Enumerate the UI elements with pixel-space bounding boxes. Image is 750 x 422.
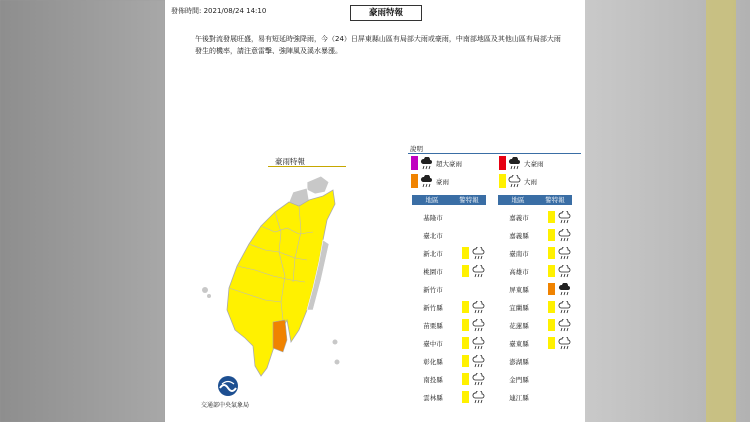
county-name: 屏東縣 bbox=[509, 285, 529, 294]
county-row bbox=[498, 244, 571, 262]
rain-cloud-icon bbox=[558, 265, 571, 278]
bulletin-title: 豪雨特報 bbox=[350, 5, 422, 21]
warning-level-swatch bbox=[462, 355, 469, 367]
cwb-logo bbox=[214, 375, 242, 397]
county-name: 南投縣 bbox=[423, 375, 443, 384]
county-name: 宜蘭縣 bbox=[509, 303, 529, 312]
rain-cloud-icon bbox=[558, 319, 571, 332]
county-row bbox=[412, 298, 485, 316]
issue-time: 發佈時間: 2021/08/24 14:10 bbox=[171, 7, 267, 15]
county-row bbox=[412, 370, 485, 388]
rain-cloud-icon bbox=[472, 319, 485, 332]
county-row bbox=[498, 262, 571, 280]
legend-swatch bbox=[411, 156, 418, 170]
rain-cloud-icon bbox=[558, 229, 571, 242]
warning-document bbox=[165, 0, 585, 422]
column-header-warning: 警特報 bbox=[545, 196, 565, 204]
county-row bbox=[498, 334, 571, 352]
county-row bbox=[498, 388, 540, 406]
rain-cloud-icon bbox=[558, 247, 571, 260]
agency-name: 交通部中央氣象局 bbox=[201, 402, 250, 409]
county-row bbox=[412, 244, 485, 262]
legend-item-very-torrential bbox=[499, 156, 544, 170]
legend-label: 大豪雨 bbox=[524, 159, 544, 168]
county-name: 新竹市 bbox=[423, 285, 443, 294]
warning-level-swatch bbox=[462, 301, 469, 313]
county-name: 新竹縣 bbox=[423, 303, 443, 312]
warning-level-swatch bbox=[462, 319, 469, 331]
warning-level-swatch bbox=[548, 283, 555, 295]
legend-divider bbox=[408, 153, 581, 154]
county-name: 臺東縣 bbox=[509, 339, 529, 348]
legend-title: 說明 bbox=[410, 145, 423, 153]
background-left-blur bbox=[0, 0, 165, 422]
county-name: 高雄市 bbox=[509, 267, 529, 276]
warning-level-swatch bbox=[462, 265, 469, 277]
county-row bbox=[412, 226, 454, 244]
map-region-torrential-pingtung bbox=[273, 320, 287, 352]
rain-cloud-icon bbox=[558, 337, 571, 350]
map-title-underline bbox=[268, 166, 346, 167]
heavy-rain-cloud-icon bbox=[558, 283, 571, 296]
warning-level-swatch bbox=[548, 265, 555, 277]
county-row bbox=[498, 352, 540, 370]
column-header-area: 地區 bbox=[511, 196, 525, 204]
county-name: 臺中市 bbox=[423, 339, 443, 348]
rain-cloud-icon bbox=[472, 301, 485, 314]
county-name: 雲林縣 bbox=[423, 393, 443, 402]
rain-cloud-icon bbox=[472, 337, 485, 350]
county-row bbox=[412, 208, 454, 226]
taiwan-warning-map bbox=[195, 170, 375, 390]
county-row bbox=[498, 298, 571, 316]
county-name: 臺南市 bbox=[509, 249, 529, 258]
county-row bbox=[412, 262, 485, 280]
background-stripe bbox=[706, 0, 736, 422]
county-row bbox=[412, 280, 454, 298]
county-name: 連江縣 bbox=[509, 393, 529, 402]
background-right-blur bbox=[585, 0, 750, 422]
county-row bbox=[498, 316, 571, 334]
warning-level-swatch bbox=[462, 391, 469, 403]
map-island-green bbox=[333, 340, 338, 345]
rain-cloud-icon bbox=[472, 373, 485, 386]
warning-level-swatch bbox=[462, 247, 469, 259]
map-region-keelung-taipei bbox=[307, 176, 329, 194]
thunderstorm-icon bbox=[508, 157, 521, 170]
rain-cloud-icon bbox=[508, 175, 521, 188]
rain-cloud-icon bbox=[472, 265, 485, 278]
county-row bbox=[412, 334, 485, 352]
warning-level-swatch bbox=[548, 319, 555, 331]
county-name: 新北市 bbox=[423, 249, 443, 258]
county-row bbox=[498, 208, 571, 226]
rain-cloud-icon bbox=[558, 301, 571, 314]
thunderstorm-icon bbox=[420, 157, 433, 170]
warning-level-swatch bbox=[548, 247, 555, 259]
rain-cloud-icon bbox=[472, 391, 485, 404]
county-row bbox=[412, 388, 485, 406]
table-header-left bbox=[412, 195, 486, 205]
legend-item-torrential bbox=[411, 174, 449, 188]
county-row bbox=[498, 226, 571, 244]
map-island-penghu bbox=[202, 287, 208, 293]
warning-level-swatch bbox=[548, 229, 555, 241]
map-island-orchid bbox=[335, 360, 340, 365]
rain-cloud-icon bbox=[472, 355, 485, 368]
warning-level-swatch bbox=[462, 337, 469, 349]
county-row bbox=[412, 352, 485, 370]
county-name: 嘉義市 bbox=[509, 213, 529, 222]
table-header-right bbox=[498, 195, 572, 205]
county-name: 苗栗縣 bbox=[423, 321, 443, 330]
county-name: 澎湖縣 bbox=[509, 357, 529, 366]
county-name: 基隆市 bbox=[423, 213, 443, 222]
column-header-area: 地區 bbox=[425, 196, 439, 204]
legend-item-extreme-torrential bbox=[411, 156, 462, 170]
warning-description: 午後對流發展旺盛，易有短延時強降雨，今（24）日屏東縣山區有局部大雨或豪雨，中南部地區及其他山區有局部大雨發生的機率，請注意雷擊、強陣風及溪水暴漲。 bbox=[195, 35, 561, 55]
legend-item-heavy-rain bbox=[499, 174, 537, 188]
county-name: 嘉義縣 bbox=[509, 231, 529, 240]
rain-cloud-icon bbox=[472, 247, 485, 260]
county-row bbox=[498, 280, 571, 298]
county-name: 花蓮縣 bbox=[509, 321, 529, 330]
warning-level-swatch bbox=[548, 211, 555, 223]
map-title: 豪雨特報 bbox=[275, 157, 305, 166]
rain-cloud-icon bbox=[558, 211, 571, 224]
legend-label: 大雨 bbox=[524, 177, 537, 186]
warning-level-swatch bbox=[548, 301, 555, 313]
legend-label: 超大豪雨 bbox=[436, 159, 462, 168]
county-name: 金門縣 bbox=[509, 375, 529, 384]
legend-swatch bbox=[411, 174, 418, 188]
county-row bbox=[498, 370, 540, 388]
warning-level-swatch bbox=[548, 337, 555, 349]
county-name: 彰化縣 bbox=[423, 357, 443, 366]
heavy-rain-cloud-icon bbox=[420, 175, 433, 188]
county-name: 臺北市 bbox=[423, 231, 443, 240]
legend-label: 豪雨 bbox=[436, 177, 449, 186]
legend-swatch bbox=[499, 156, 506, 170]
column-header-warning: 警特報 bbox=[459, 196, 479, 204]
warning-level-swatch bbox=[462, 373, 469, 385]
county-name: 桃園市 bbox=[423, 267, 443, 276]
legend-swatch bbox=[499, 174, 506, 188]
county-row bbox=[412, 316, 485, 334]
